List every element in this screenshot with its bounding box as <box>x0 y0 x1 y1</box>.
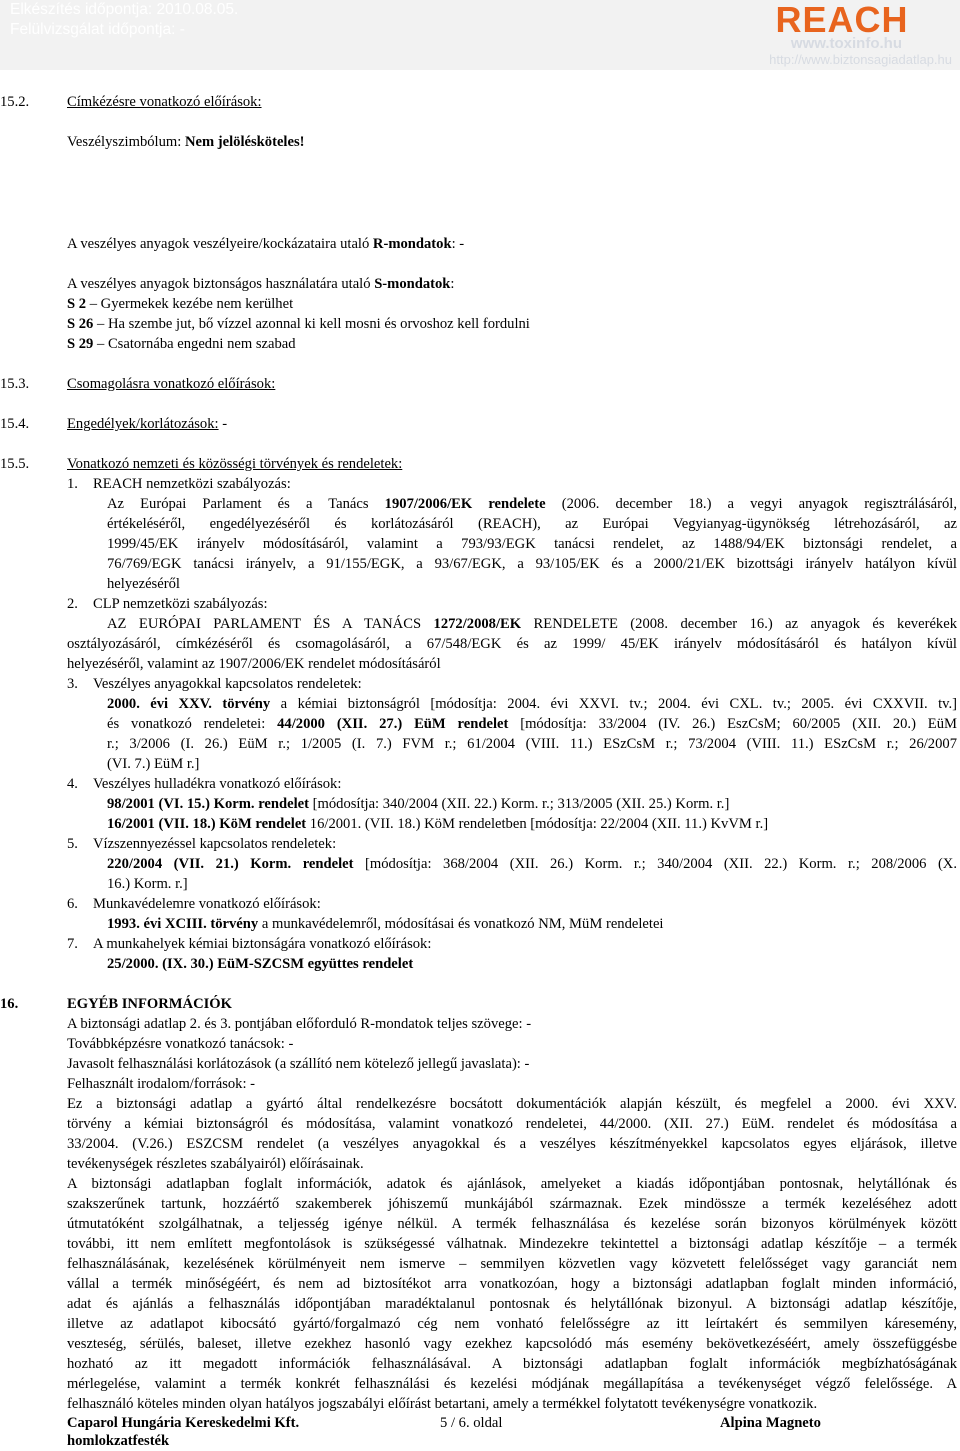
list-number: 3. <box>67 676 78 692</box>
waste-text: 98/2001 (VI. 15.) Korm. rendelet [módosítja: 340/2004 (XII. 22.) Korm. r.; 313/2005 (XII. 25.) Korm. r.] <box>107 796 730 812</box>
list-number: 2. <box>67 596 78 612</box>
footer-page-number: 5 / 6. oldal <box>440 1415 503 1431</box>
paragraph-line: Ez a biztonsági adatlap a gyártó által rendelkezésre bocsátott dokumentációk alapján készült, és megfelel a 2000. évi XXV. <box>67 1096 957 1112</box>
water-heading: Vízszennyezéssel kapcsolatos rendeletek: <box>93 836 337 852</box>
paragraph-line: felhasználásának, kezelésének körülményeit nem ismerve – semmilyen közvetlen vagy közvetett felelősséget vagy garanciát nem <box>67 1256 957 1272</box>
section-15-4-title-line: Engedélyek/korlátozások: - <box>67 416 228 432</box>
reach-text: értékeléséről, engedélyezéséről és korlátozásáról (REACH), az Európai Vegyianyag-ügynökség létrehozásáról, az <box>107 516 957 532</box>
section-15-3-title: Csomagolásra vonatkozó előírások: <box>67 376 276 392</box>
chemical-safety-heading: A munkahelyek kémiai biztonságára vonatkozó előírások: <box>93 936 432 952</box>
waste-text: 16/2001 (VII. 18.) KöM rendelet 16/2001. (VII. 18.) KöM rendeletben [módosítja: 22/2004 (XII. 11.) KvVM r.] <box>107 816 769 832</box>
reach-text: helyezéséről <box>107 576 180 592</box>
s-phrases-line: A veszélyes anyagok biztonságos használatára utaló S-mondatok: <box>67 276 455 292</box>
s-phrase-item: S 2 – Gyermekek kezébe nem kerülhet <box>67 296 294 312</box>
paragraph-line: adat és ajánlás a felhasználás időpontjában maradéktalanul pontosnak és helytállónak bizonyul. A biztonsági adatlap készítője, <box>67 1296 957 1312</box>
logo-url: www.toxinfo.hu <box>790 35 902 52</box>
paragraph-line: 33/2004. (V.26.) ESZCSM rendelet (a veszélyes anyagokkal és a veszélyes készítményekkel kapcsolatos egyes eljárások, illetve <box>67 1136 957 1152</box>
reach-heading: REACH nemzetközi szabályozás: <box>93 476 291 492</box>
review-date: Felülvizsgálat időpontja: - <box>10 21 185 38</box>
section-15-2-number: 15.2. <box>0 94 30 110</box>
s-phrase-item: S 29 – Csatornába engedni nem szabad <box>67 336 296 352</box>
footer-product-type: homlokzatfesték <box>67 1433 170 1449</box>
hazardous-substances-heading: Veszélyes anyagokkal kapcsolatos rendeletek: <box>93 676 362 692</box>
reach-text: Az Európai Parlament és a Tanács 1907/2006/EK rendelete (2006. december 18.) a vegyi anyagok regisztrálásáról, <box>107 496 957 512</box>
paragraph-line: szakszerűnek tartunk, hozzáértő szakemberek jóhiszemű munkájából származnak. Ezek mindössze a termék kezeléséhez adott <box>67 1196 957 1212</box>
paragraph-line: további, itt nem említett megfontolások is szükségessé válhatnak. Mindezekre tekintettel a biztonsági adatlap készítője – a termék <box>67 1236 957 1252</box>
other-info-line: A biztonsági adatlap 2. és 3. pontjában előforduló R-mondatok teljes szövege: - <box>67 1016 532 1032</box>
footer-product-name: Alpina Magneto <box>720 1415 821 1431</box>
section-15-2-title: Címkézésre vonatkozó előírások: <box>67 94 262 110</box>
clp-text: osztályozásáról, címkézéséről és csomagolásáról, a 67/548/EGK és az 1999/ 45/EK irányelv módosításáról és hatályon kívül <box>67 636 957 652</box>
section-16-number: 16. <box>0 996 19 1012</box>
hazardous-substances-text: és vonatkozó rendeletei: 44/2000 (XII. 27.) EüM rendelet [módosítja: 33/2004 (IV. 26.) EszCsM; 60/2005 (XII. 20.) EüM <box>107 716 957 732</box>
hazardous-substances-text: (VI. 7.) EüM r.] <box>107 756 200 772</box>
paragraph-line: A biztonsági adatlapban foglalt információk, adatok és ajánlások, amelyeket a kiadás időpontjában pontosnak, helytállónak és <box>67 1176 957 1192</box>
workplace-safety-text: 1993. évi XCIII. törvény a munkavédelemről, módosításai és vonatkozó NM, MüM rendeletei <box>107 916 664 932</box>
paragraph-line: tevékenységek részletes szabályairól) előírásainak. <box>67 1156 364 1172</box>
footer-company: Caparol Hungária Kereskedelmi Kft. <box>67 1415 300 1431</box>
workplace-safety-heading: Munkavédelemre vonatkozó előírások: <box>93 896 321 912</box>
hazard-symbol-line: Veszélyszimbólum: Nem jelölésköteles! <box>67 134 305 150</box>
hazardous-substances-text: r.; 3/2006 (I. 26.) EüM r.; 1/2005 (I. 7.) FVM r.; 61/2004 (VIII. 11.) ESzCsM r.; 73/2004 (VIII. 11.) ESzCsM r.; 26/2007 <box>107 736 957 752</box>
other-info-line: Felhasznált irodalom/források: - <box>67 1076 256 1092</box>
section-15-5-number: 15.5. <box>0 456 30 472</box>
r-phrases-line: A veszélyes anyagok veszélyeire/kockázataira utaló R-mondatok: - <box>67 236 465 252</box>
water-text: 220/2004 (VII. 21.) Korm. rendelet [módosítja: 368/2004 (XII. 26.) Korm. r.; 340/2004 (XII. 22.) Korm. r.; 208/2006 (X. <box>107 856 957 872</box>
paragraph-line: illetve az adatlapot kibocsátó gyártó/forgalmazó cég nem vonható felelősségre az itt leírtakért és semmilyen káresemény, <box>67 1316 957 1332</box>
header-dates <box>10 0 238 40</box>
paragraph-line: vállal a termék minőségéért, és nem ad biztosítékot arra vonatkozóan, hogy a biztonsági adatlapban foglalt minden információ, <box>67 1276 957 1292</box>
list-number: 5. <box>67 836 78 852</box>
hazardous-substances-text: 2000. évi XXV. törvény a kémiai biztonságról [módosítja: 2004. évi XXVI. tv.; 2004. évi CXL. tv.; 2005. évi CXXVII. tv.] <box>107 696 957 712</box>
page-header <box>0 0 960 70</box>
hazard-symbol-value: Nem jelölésköteles! <box>184 134 305 150</box>
paragraph-line: útmutatóként szolgálhatnak, a teljesség igénye nélkül. A termék felhasználása és kezelése során bizonyos körülmények között <box>67 1216 957 1232</box>
other-info-line: Javasolt felhasználási korlátozások (a szállító nem kötelező jellegű javaslata): - <box>67 1056 530 1072</box>
list-number: 4. <box>67 776 78 792</box>
section-15-5-title: Vonatkozó nemzeti és közösségi törvények és rendeletek: <box>67 456 403 472</box>
water-text: 16.) Korm. r.] <box>107 876 188 892</box>
paragraph-line: hozható az itt megadott információk felhasználásával. A biztonsági adatlapban foglalt információk megbízhatóságának <box>67 1356 957 1372</box>
list-number: 6. <box>67 896 78 912</box>
clp-heading: CLP nemzetközi szabályozás: <box>93 596 268 612</box>
preparation-date: Elkészítés időpontja: 2010.08.05. <box>10 1 239 18</box>
reach-text: 1999/45/EK irányelv módosításáról, valamint a 793/93/EGK tanácsi rendelet, az 1488/94/EK biztonsági rendelet, a <box>107 536 957 552</box>
s-phrase-item: S 26 – Ha szembe jut, bő vízzel azonnal ki kell mosni és orvoshoz kell fordulni <box>67 316 530 332</box>
paragraph-line: mérlegelése, valamint a termék konkrét felhasználási és kezelési módjának megállapítása a tevékenységet végző felelőssége. A <box>67 1376 957 1392</box>
section-15-4-number: 15.4. <box>0 416 30 432</box>
watermark-url: http://www.biztonsagiadatlap.hu <box>769 52 952 67</box>
chemical-safety-text: 25/2000. (IX. 30.) EüM-SZCSM együttes rendelet <box>107 956 414 972</box>
other-info-line: Továbbképzésre vonatkozó tanácsok: - <box>67 1036 294 1052</box>
section-15-3-number: 15.3. <box>0 376 30 392</box>
paragraph-line: törvény a kémiai biztonságról és módosítása, valamint vonatkozó rendeletei, 44/2000. (XII. 27.) EüM. rendelet és módosítása a <box>67 1116 957 1132</box>
logo-text: REACH <box>775 0 909 40</box>
section-16-title: EGYÉB INFORMÁCIÓK <box>67 996 232 1012</box>
waste-heading: Veszélyes hulladékra vonatkozó előírások: <box>93 776 342 792</box>
paragraph-line: veszteség, sérülés, baleset, illetve ezekhez hasonló vagy ezekhez kapcsolódó más esemény bekövetkezéséért, amely összefüggésbe <box>67 1336 957 1352</box>
clp-text: AZ EURÓPAI PARLAMENT ÉS A TANÁCS 1272/2008/EK RENDELETE (2008. december 16.) az anyagok és keverékek <box>107 616 957 632</box>
list-number: 1. <box>67 476 78 492</box>
paragraph-line: felhasználó köteles minden olyan hatályos jogszabályi előírást betartani, amely a termékkel folytatott tevékenységre vonatkozik. <box>67 1396 818 1412</box>
reach-text: 76/769/EGK tanácsi irányelv, a 91/155/EGK, a 93/67/EGK, a 93/105/EK és a 2000/21/EK bizottsági irányelv hatályon kívül <box>107 556 957 572</box>
clp-text: helyezéséről, valamint az 1907/2006/EK rendelet módosításáról <box>67 656 441 672</box>
list-number: 7. <box>67 936 78 952</box>
